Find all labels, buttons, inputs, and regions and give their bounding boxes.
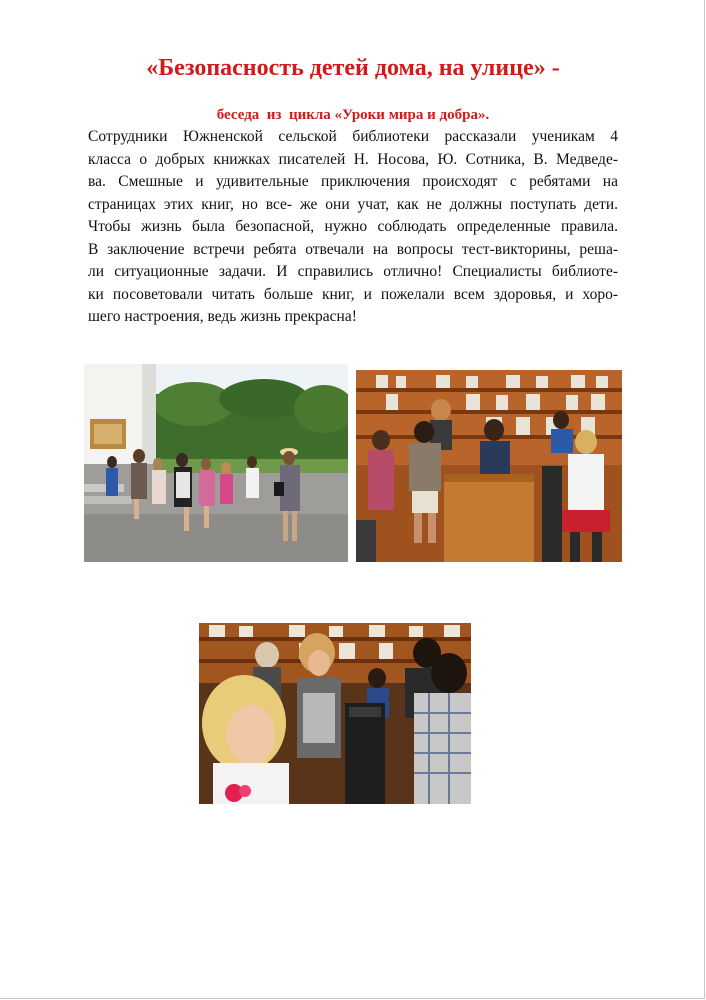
photo-audience xyxy=(199,623,471,804)
body-line: страницах этих книг, но все- же они учат, как не должны поступать дети. xyxy=(88,195,618,213)
body-line: класса о добрых книжках писателей Н. Носова, Ю. Сотника, В. Медведе- xyxy=(88,150,618,168)
body-line: шего настроения, ведь жизнь прекрасна! xyxy=(88,308,357,325)
photo-outdoor-group xyxy=(84,364,348,562)
body-line: Сотрудники Южненской сельской библиотеки рассказали ученикам 4 xyxy=(88,128,618,145)
article-body xyxy=(88,126,618,329)
photo-outdoor-group-image xyxy=(84,364,348,562)
photo-library-children xyxy=(356,370,622,562)
body-line: ли ситуационные задачи. И справились отлично! Специалисты библиоте- xyxy=(88,263,618,280)
body-line: ва. Смешные и удивительные приключения происходят с ребятами на xyxy=(88,173,618,190)
photo-library-children-image xyxy=(356,370,622,562)
body-line: Чтобы жизнь была безопасной, нужно соблюдать определенные правила. xyxy=(88,218,618,235)
body-line: В заключение встречи ребята отвечали на вопросы тест-викторины, реша- xyxy=(88,240,618,258)
photo-audience-image xyxy=(199,623,471,804)
page-subtitle: беседа из цикла «Уроки мира и добра». xyxy=(216,107,490,123)
body-line: ки посоветовали читать больше книг, и пожелали всем здоровья, и хоро- xyxy=(88,285,618,303)
page-title: «Безопасность детей дома, на улице» - xyxy=(146,55,560,81)
